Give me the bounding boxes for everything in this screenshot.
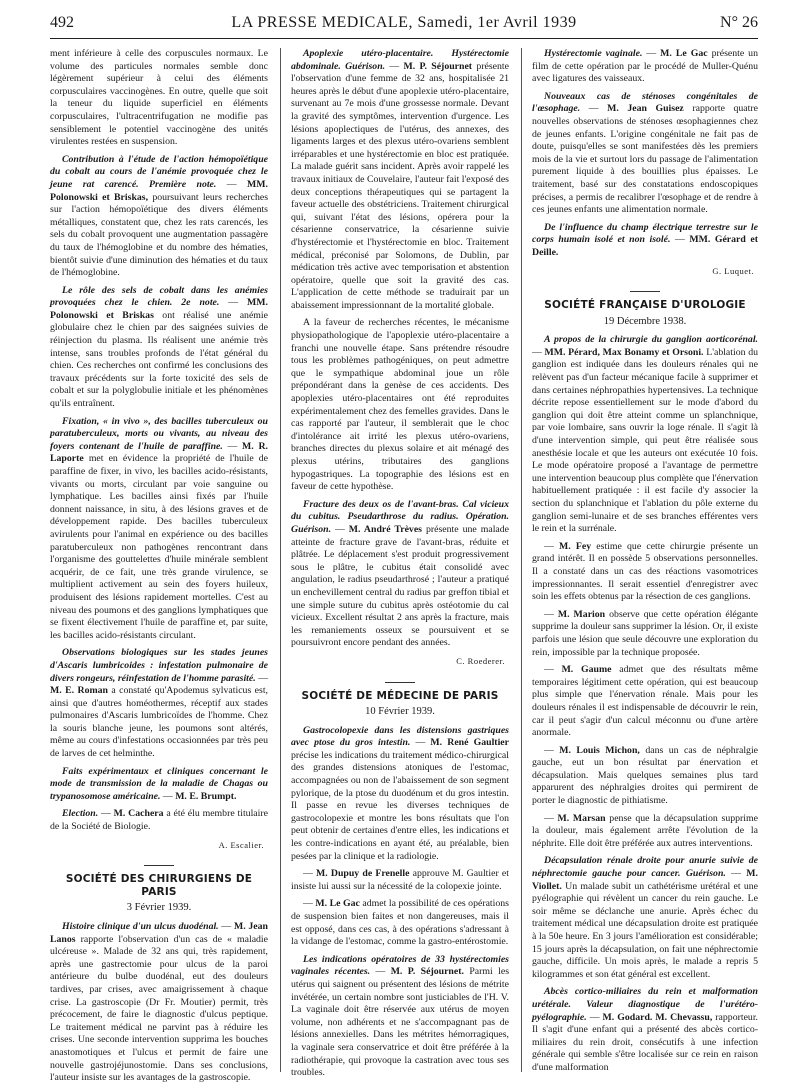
abstract-authors: M. René Gaultier bbox=[430, 737, 509, 749]
abstract-title: Les indications opératoires de 33 hystérectomies vaginales récentes. bbox=[291, 953, 509, 978]
abstract-text: rapporte quatre nouvelles observations de sténoses œsophagiennes chez de jeunes enfants. L'origine congénitale ne fait pas de doute, puisqu'elles se sont manifestées dès les premiers mois de la vie et surtout lors du passage de l'alimentation purement liquide à des bouillies plus épaisses. Le traitement, basé sur des constatations endoscopiques précises, a permis de recalibrer l'œsophage et de rendre à ces jeunes enfants une alimentation normale. bbox=[532, 103, 758, 216]
abstract-authors: M. Gaume bbox=[561, 664, 612, 676]
abstract-text: observe que cette opération élégante supprime la douleur sans supprimer la lésion. Or, il existe parfois une lésion que seule découvre une exploration du rein, impossible par la technique proposée. bbox=[532, 608, 758, 658]
report-signature: A. Escalier. bbox=[218, 839, 264, 850]
abstract-authors: M. Viollet. bbox=[532, 868, 758, 892]
abstract-title: Fixation, « in vivo », des bacilles tuberculeux ou paratuberculeux, morts ou vivants, au niveau des foyers contenant de l'huile de paraffine. bbox=[50, 415, 268, 452]
abstract-text: Un malade subit un cathétérisme urétéral et une pyélographie qui révèlent un cancer du rein gauche. Le soir même se déclanche une anurie. Après échec du traitement médical une décapsulation droite est pratiquée à la 50e heure. En 3 jours l'amélioration est considérable; 15 jours après la décapsulation, on fait une néphrectomie gauche, difficile. Un mois après, le malade a repris 5 kilogrammes et son état général est excellent. bbox=[532, 880, 758, 980]
abstract-title: Histoire clinique d'un ulcus duodénal. bbox=[62, 921, 219, 932]
running-header bbox=[50, 12, 758, 39]
abstract: Gastrocolopexie dans les distensions gastriques avec ptose du gros intestin. — M. René Gaultier précise les indications du traitement médico-chirurgical des grandes distensions atoniques de l'estomac, accompagnées ou non de l'abaissement de son segment pylorique, de la ptose du duodénum et du gros intestin. Il passe en revue les diverses techniques de gastrocolopexie et montre les bons résultats que l'on peut obtenir de certaines d'entre elles, les indications et les contre-indications en ayant été, au préalable, bien pesées par la clinique et la radiologie. bbox=[291, 724, 509, 862]
abstract-authors: M. E. Brumpt. bbox=[175, 790, 237, 802]
journal-title: LA PRESSE MEDICALE, Samedi, 1er Avril 1939 bbox=[231, 14, 577, 31]
abstract: Décapsulation rénale droite pour anurie suivie de néphrectomie gauche pour cancer. Guérison. — M. Viollet. Un malade subit un cathétérisme urétéral et une pyélographie qui révèlent un cancer du rein gauche. Le soir même se déclanche une anurie. Après échec du traitement médical une décapsulation droite est pratiquée à la 50e heure. En 3 jours l'amélioration est considérable; 15 jours après la décapsulation, on fait une néphrectomie gauche, difficile. Un mois après, le malade a repris 5 kilogrammes et son état général est excellent. bbox=[532, 855, 758, 980]
abstract: Apoplexie utéro-placentaire. Hystérectomie abdominale. Guérison. — M. P. Séjournet présente l'observation d'une femme de 32 ans, hospitalisée 21 heures après le début d'une apoplexie utéro-placentaire, survenant au 7e mois d'une grossesse normale. Devant la gravité des symptômes, intervention d'urgence. Les lésions apoplectiques de l'utérus, des annexes, des ligaments larges et des plexus utéro-ovariens semblent irréparables et une hystérectomie en bloc est pratiquée. La malade guérit sans incident. Après avoir rappelé les travaux initiaux de Couvelaire, l'auteur fait l'exposé des deux conceptions thérapeutiques qui se partagent la faveur actuelle des obstétriciens. Traitement chirurgical qui, suivant l'état des lésions, opérera pour la césarienne conservatrice, la césarienne suivie d'hystérectomie et l'hystérectomie en bloc. Traitement médical, préconisé par Solomons, de Dublin, par médication très active avec temporisation et abstention opératoire, quelle que soit la gravité des cas. L'application de cette méthode se traduirait par un abaissement impressionnant de la mortalité globale. bbox=[291, 48, 509, 311]
abstract-title: Apoplexie utéro-placentaire. Hystérectomie abdominale. Guérison. bbox=[291, 48, 509, 72]
society-heading bbox=[50, 865, 268, 915]
column-3 bbox=[532, 48, 758, 1072]
abstract: Le rôle des sels de cobalt dans les anémies provoquées chez le chien. 2e note. — MM. Polonowski et Briskas ont réalisé une anémie globulaire chez le chien par des saignées suivies de réinjection du plasma. Ils réalisent une anémie très intense, sans troubles profonds de l'état général du chien. Ces recherches ont confirmé les conclusions des travaux précédents sur la forte toxicité des sels de cobalt et sur la polyglobulie initiale et les phénomènes qu'ils entraînent. bbox=[50, 284, 268, 410]
abstract-title: Abcès cortico-miliaires du rein et malformation urétérale. Valeur diagnostique de l'urétéro-pyélographie. bbox=[532, 986, 758, 1023]
abstract-text: rapporte l'observation d'un cas de « maladie ulcéreuse ». Malade de 32 ans qui, très rapidement, après une gastrectomie pour ulcus de la paroi antérieure du bulbe duodénal, eut des douleurs tardives, par crises, avec amaigrissement à chaque crise. La gastroscopie (Dr Fr. Moutier) permit, très précocement, de faire le diagnostic d'ulcus peptique. Le traitement médical ne parvint pas à réduire les crises. Une seconde intervention supprima les bouches anastomotiques et l'ulcus et permit de faire une nouvelle gastrojéjunostomie. Dans ses conclusions, l'auteur insiste sur les avantages de la gastroscopie. bbox=[50, 933, 269, 1084]
abstract-authors: M. E. Roman bbox=[50, 685, 108, 697]
meeting-date: 3 Février 1939. bbox=[126, 902, 192, 914]
abstract-authors: M. Fey bbox=[558, 540, 592, 552]
abstract-authors: M. Jean Guisez bbox=[607, 103, 684, 115]
society-title: SOCIÉTÉ DES CHIRURGIENS DE PARIS bbox=[65, 873, 253, 898]
abstract-text: rapporteur. Il s'agit d'une enfant qui a présenté des abcès cortico-miliaires du rein droit, consécutifs à une infection générale qui semble s'être localisée sur ce rein en raison d'une malformation bbox=[532, 1011, 758, 1073]
abstract: — M. Le Gac admet la possibilité de ces opérations de suspension bien faites et non dangereuses, mais il est opposé, dans ces cas, à des opérations s'adressant à la vidange de l'estomac, comme la gastro-entérostomie. bbox=[291, 898, 509, 948]
abstract-title: Gastrocolopexie dans les distensions gastriques avec ptose du gros intestin. bbox=[291, 724, 509, 749]
paragraph: ment inférieure à celle des corpuscules normaux. Le volume des particules normales semble donc légèrement supérieur à celui des éléments corpusculaires vaccinogènes. En outre, quelle que soit la teneur du liquide superficiel en éléments corpusculaires, l'ultracentrifugation ne modifie pas sensiblement le potentiel vaccinogène des unités virulentes restées en suspension. bbox=[50, 48, 268, 148]
abstract-text: L'ablation du ganglion est indiquée dans les douleurs rénales qui ne relèvent pas d'un facteur mécanique facile à supprimer et dans certaines néphropathies hypertensives. La technique décrite repose essentiellement sur le mode d'abord du ganglion qui doit être atteint comme un splanchnique, par voie lombaire, sans ouvrir la loge rénale. Il s'agit là d'une intervention simple, qui peut être réalisée sous anesthésie locale et que les auteurs ont exécutée 10 fois. Le mode opératoire proposé a l'avantage de permettre une intervention beaucoup plus complète que l'énervation habituellement pratiquée : il est facile d'y associer la section du splanchnique et l'ablation du pôle externe du ganglion semi-lunaire et de ses branches efférentes vers le rein et la surrénale. bbox=[532, 346, 759, 535]
abstract-text: précise les indications du traitement médico-chirurgical des grandes distensions atoniques de l'estomac, accompagnées ou non de l'abaissement de son segment pylorique, de la ptose du duodénum et du gros intestin. Il passe en revue les diverses techniques de gastrocolopexie et montre les bons résultats que l'on peut obtenir de certaines d'entre elles, les indications et les contre-indications en ayant été, au préalable, bien pesées par la clinique et la radiologie. bbox=[291, 749, 509, 862]
abstract-authors: M. Godard. M. Chevassu, bbox=[602, 1011, 713, 1023]
abstract: Faits expérimentaux et cliniques concernant le mode de transmission de la maladie de Chagas ou trypanosomose américaine. — M. E. Brumpt. bbox=[50, 765, 268, 802]
abstract-text: ont réalisé une anémie globulaire chez le chien par des saignées suivies de réinjection du plasma. Ils réalisent une anémie très intense, sans troubles profonds de l'état général du chien. Ces recherches ont confirmé les conclusions des travaux précédents sur la forte toxicité des sels de cobalt et sur la polyglobulie initiale et les phénomènes qu'ils entraînent. bbox=[50, 309, 268, 410]
abstract-title: Décapsulation rénale droite pour anurie suivie de néphrectomie gauche pour cancer. Guérison. bbox=[532, 855, 758, 880]
abstract-authors: M. Le Gac bbox=[315, 898, 360, 910]
column-rule bbox=[280, 48, 281, 1072]
divider bbox=[630, 291, 660, 292]
abstract: — M. Dupuy de Frenelle approuve M. Gaultier et insiste lui aussi sur la nécessité de la colopexie jointe. bbox=[291, 868, 509, 892]
page-number: 492 bbox=[50, 14, 74, 31]
abstract-title: Le rôle des sels de cobalt dans les anémies provoquées chez le chien. 2e note. bbox=[50, 284, 268, 309]
abstract: Election. — M. Cachera a été élu membre titulaire de la Société de Biologie. bbox=[50, 808, 268, 833]
paragraph: A la faveur de recherches récentes, le mécanisme physiopathologique de l'apoplexie utéro-placentaire a franchi une nouvelle étape. Sans prétendre résoudre tous les problèmes pathogéniques, on peut admettre que le sympathique abdominal joue un rôle prépondérant dans la genèse de ces accidents. Des apoplexies utéro-placentaires ont été reproduites expérimentalement chez des femelles gravides. Dans le cas rapporté par l'auteur, il semblerait que le choc d'intolérance ait irrité les plexus utéro-ovariens, branches directes du plexus solaire et ait ménagé des plexus utérins, tributaires des ganglions hypogastriques. La topographie des lésions est en faveur de cette hypothèse. bbox=[291, 317, 509, 493]
abstract-title: Observations biologiques sur les stades jeunes d'Ascaris lumbricoides : infestation pulmonaire de divers rongeurs, réinfestation de l'homme parasité. bbox=[50, 647, 268, 684]
society-title: SOCIÉTÉ FRANÇAISE D'UROLOGIE bbox=[544, 299, 746, 312]
society-title: SOCIÉTÉ DE MÉDECINE DE PARIS bbox=[301, 689, 499, 702]
issue-number: N° 26 bbox=[720, 14, 758, 31]
column-rule bbox=[521, 48, 522, 1072]
abstract: Hystérectomie vaginale. — M. Le Gac présente un film de cette opération par le procédé de Muller-Quénu avec ligatures des vaisseaux. bbox=[532, 48, 758, 85]
abstract-authors: M. Marsan bbox=[557, 812, 606, 824]
abstract: Les indications opératoires de 33 hystérectomies vaginales récentes. — M. P. Séjournet. Parmi les utérus qui saignent ou présentent des lésions de métrite invétérée, un certain nombre sont justiciables de l'H. V. La vaginale doit être réservée aux utérus de moyen volume, non adhérents et ne s'accompagnant pas de lésions annexielles. Dans les métrites hémorragiques, la vaginale sera conservatrice et doit être préférée à la radiothérapie, qui provoque la castration avec tous ses troubles. bbox=[291, 953, 510, 1079]
abstract-title: Faits expérimentaux et cliniques concernant le mode de transmission de la maladie de Chagas ou trypanosomose américaine. bbox=[50, 765, 268, 802]
meeting-date: 19 Décembre 1938. bbox=[603, 315, 687, 327]
divider bbox=[385, 682, 415, 683]
report-signature: C. Roederer. bbox=[456, 655, 505, 666]
abstract-authors: MM. Pérard, Max Bonamy et Orsoni. bbox=[544, 346, 704, 358]
abstract: — M. Marsan pense que la décapsulation supprime la douleur, mais également arrête l'évolution de la néphrite. Elle doit être préférée aux autres interventions. bbox=[532, 812, 758, 849]
abstract-authors: MM. Polonowski et Briskas, bbox=[50, 178, 268, 203]
society-heading bbox=[291, 682, 509, 719]
column-1 bbox=[50, 48, 269, 1084]
abstract: Contribution à l'étude de l'action hémopoïétique du cobalt au cours de l'anémie provoquée chez le jeune rat carencé. Première note. — MM. Polonowski et Briskas, poursuivant leurs recherches sur l'action hémopoïétique des divers éléments métalliques, constatent que, chez les rats carencés, les sels du cobalt provoquent une augmentation passagère du taux de l'hémoglobine et du nombre des hématies, bientôt suivie d'une diminution des hématies et du taux de l'hémoglobine. bbox=[50, 153, 269, 279]
abstract-text: présente un film de cette opération par le procédé de Muller-Quénu avec ligatures des vaisseaux. bbox=[532, 48, 758, 85]
abstract: — M. Fey estime que cette chirurgie présente un grand intérêt. Il en possède 5 observations personnelles. Il a constaté dans un cas des réactions vasomotrices impressionnantes. Il serait essentiel d'enregistrer avec soin les effets obtenus par la résection de ces ganglions. bbox=[532, 540, 758, 603]
abstract: Fixation, « in vivo », des bacilles tuberculeux ou paratuberculeux, morts ou vivants, au niveau des foyers contenant de l'huile de paraffine. — M. R. Laporte met en évidence la propriété de l'huile de paraffine de fixer, in vivo, les bacilles acido-résistants, vivants ou morts, circulant par voie sanguine ou lymphatique. Les bacilles ainsi fixés par l'huile donnent naissance, in situ, à des lésions graves et de développement rapide. Des bacilles tuberculeux avirulents pour l'animal en expérience ou des bacilles paratuberculeux non pathogènes rencontrant dans l'organisme des gouttelettes d'huile minérale semblent acquérir, de ce fait, une très grande virulence, se multiplient activement au sein des foyers huileux, produisent des lésions rapidement mortelles. C'est au niveau des poumons et des ganglions lymphatiques que se fixent électivement l'huile de paraffine et, par suite, les bacilles acido-résistants circulant. bbox=[50, 415, 268, 641]
abstract-authors: M. André Trèves bbox=[348, 523, 422, 535]
abstract-authors: M. Le Gac bbox=[660, 48, 708, 59]
abstract: — M. Louis Michon, dans un cas de néphralgie gauche, eut un bon résultat par énervation et décapsulation. Mais quelques semaines plus tard apparurent des néphralgies droites qui permirent de porter le diagnostic de pithiatisme. bbox=[532, 744, 759, 807]
abstract-title: Election. bbox=[62, 808, 99, 820]
abstract-authors: M. Marion bbox=[557, 608, 606, 620]
abstract-authors: M. P. Séjournet bbox=[403, 60, 473, 72]
abstract-title: Hystérectomie vaginale. bbox=[544, 48, 643, 59]
abstract-text: estime que cette chirurgie présente un grand intérêt. Il en possède 5 observations personnelles. Il a constaté dans un cas des réactions vasomotrices impressionnantes. Il serait essentiel d'enregistrer avec soin les effets obtenus par la résection de ces ganglions. bbox=[532, 540, 758, 603]
abstract: Nouveaux cas de sténoses congénitales de l'œsophage. — M. Jean Guisez rapporte quatre nouvelles observations de sténoses œsophagiennes chez de jeunes enfants. L'origine congénitale ne fait pas de doute, puisqu'elles se sont manifestées dès les premiers mois de la vie et surtout lors du passage de l'alimentation purement liquide à des bouillies plus épaisses. Le traitement, basé sur des constatations endoscopiques précises, a permis de recalibrer l'œsophage et de rendre à ces jeunes enfants une alimentation normale. bbox=[532, 90, 758, 216]
abstract-title: Contribution à l'étude de l'action hémopoïétique du cobalt au cours de l'anémie provoquée chez le jeune rat carencé. Première note. bbox=[50, 153, 268, 190]
abstract-text: admet la possibilité de ces opérations de suspension bien faites et non dangereuses, mais il est opposé, dans ces cas, à des opérations s'adressant à la vidange de l'estomac, comme la gastro-entérostomie. bbox=[291, 898, 509, 948]
meeting-date: 10 Février 1939. bbox=[365, 706, 435, 718]
abstract-title: A propos de la chirurgie du ganglion aorticorénal. bbox=[544, 334, 758, 346]
abstract: A propos de la chirurgie du ganglion aorticorénal. — MM. Pérard, Max Bonamy et Orsoni. L'ablation du ganglion est indiquée dans les douleurs rénales qui ne relèvent pas d'un facteur mécanique facile à supprimer et dans certaines néphropathies hypertensives. La technique décrite repose essentiellement sur le mode d'abord du ganglion qui doit être atteint comme un splanchnique, par voie lombaire, sans ouvrir la loge rénale. Il s'agit là d'une intervention simple, qui peut être réalisée sous anesthésie locale et que les auteurs ont exécutée 10 fois. Le mode opératoire proposé a l'avantage de permettre une intervention beaucoup plus complète que l'énervation habituellement pratiquée : il est facile d'y associer la section du splanchnique et l'ablation du pôle externe du ganglion semi-lunaire et de ses branches efférentes vers le rein et la surrénale. bbox=[532, 334, 759, 535]
report-signature: G. Luquet. bbox=[712, 265, 754, 276]
abstract: — M. Marion observe que cette opération élégante supprime la douleur sans supprimer la lésion. Or, il existe parfois une lésion que seule découvre une exploration du rein, impossible par la technique proposée. bbox=[532, 608, 758, 658]
abstract-authors: M. P. Séjournet. bbox=[390, 966, 464, 978]
abstract-authors: M. Jean Lanos bbox=[50, 921, 268, 945]
divider bbox=[144, 865, 174, 866]
abstract-text: poursuivant leurs recherches sur l'action hémopoïétique des divers éléments métalliques, constatent que, chez les rats carencés, les sels du cobalt provoquent une augmentation passagère du taux de l'hémoglobine et du nombre des hématies, bientôt suivie d'une diminution des hématies et du taux de l'hémoglobine. bbox=[50, 191, 269, 279]
abstract-authors: MM. Gérard et Deille. bbox=[532, 234, 758, 258]
abstract: Histoire clinique d'un ulcus duodénal. — M. Jean Lanos rapporte l'observation d'un cas de « maladie ulcéreuse ». Malade de 32 ans qui, très rapidement, après une gastrectomie pour ulcus de la paroi antérieure du bulbe duodénal, eut des douleurs tardives, par crises, avec amaigrissement à chaque crise. La gastroscopie (Dr Fr. Moutier) permit, très précocement, de faire le diagnostic d'ulcus peptique. Le traitement médical ne parvint pas à réduire les crises. Une seconde intervention supprima les bouches anastomotiques et l'ulcus et permit de faire une nouvelle gastrojéjunostomie. Dans ses conclusions, l'auteur insiste sur les avantages de la gastroscopie. bbox=[50, 921, 269, 1084]
abstract-text: dans un cas de néphralgie gauche, eut un bon résultat par énervation et décapsulation. Mais quelques semaines plus tard apparurent des néphralgies droites qui permirent de porter le diagnostic de pithiatisme. bbox=[532, 744, 759, 807]
abstract-text: a constaté qu'Apodemus sylvaticus est, ainsi que d'autres homéothermes, réceptif aux stades pulmonaires d'Ascaris lumbricoïdes de l'homme. Chez la souris blanche jeune, les poumons sont altérés, même au cours d'infestations occasionnées par très peu de larves de cet helminthe. bbox=[50, 685, 269, 760]
abstract: Observations biologiques sur les stades jeunes d'Ascaris lumbricoides : infestation pulmonaire de divers rongeurs, réinfestation de l'homme parasité. — M. E. Roman a constaté qu'Apodemus sylvaticus est, ainsi que d'autres homéothermes, réceptif aux stades pulmonaires d'Ascaris lumbricoïdes de l'homme. Chez la souris blanche jeune, les poumons sont altérés, même au cours d'infestations occasionnées par très peu de larves de cet helminthe. bbox=[50, 647, 269, 760]
abstract: De l'influence du champ électrique terrestre sur le corps humain isolé et non isolé. — MM. Gérard et Deille. bbox=[532, 221, 758, 258]
abstract-title: Nouveaux cas de sténoses congénitales de l'œsophage. bbox=[532, 90, 758, 115]
abstract-text: présente l'observation d'une femme de 32 ans, hospitalisée 21 heures après le début d'une apoplexie utéro-placentaire, survenant au 7e mois d'une grossesse normale. Devant la gravité des symptômes, intervention d'urgence. Les lésions apoplectiques de l'utérus, des annexes, des ligaments larges et des plexus utéro-ovariens semblent irréparables et une hystérectomie en bloc est pratiquée. La malade guérit sans incident. Après avoir rappelé les travaux initiaux de Couvelaire, l'auteur fait l'exposé des deux conceptions thérapeutiques qui se partagent la faveur actuelle des obstétriciens. Traitement chirurgical qui, suivant l'état des lésions, opérera pour la césarienne conservatrice, la césarienne suivie d'hystérectomie et l'hystérectomie en bloc. Traitement médical, préconisé par Solomons, de Dublin, par médication très active avec temporisation et abstention opératoire, quelle que soit la gravité des cas. L'application de cette méthode se traduirait par un abaissement impressionnant de la mortalité globale. bbox=[291, 60, 509, 311]
abstract-authors: M. Dupuy de Frenelle bbox=[315, 868, 410, 880]
column-2 bbox=[291, 48, 510, 1079]
abstract: Abcès cortico-miliaires du rein et malformation urétérale. Valeur diagnostique de l'urétéro-pyélographie. — M. Godard. M. Chevassu, rapporteur. Il s'agit d'une enfant qui a présenté des abcès cortico-miliaires du rein droit, consécutifs à une infection générale qui semble s'être localisée sur ce rein en raison d'une malformation bbox=[532, 986, 758, 1073]
abstract-text: présente une malade atteinte de fracture grave de l'avant-bras, réduite et plâtrée. Le déplacement s'est produit progressivement sous le plâtre, le cubitus était consolidé avec angulation, le radius pseudarthrosé ; l'auteur a pratiqué un enchevillement central du radius par greffon tibial et une simple suture du cubitus après ostéotomie du cal vicieux. Excellent résultat 2 ans après la fracture, mais les remaniements osseux se poursuivent et se poursuivront encore pendant des années. bbox=[291, 523, 510, 649]
abstract-text: Parmi les utérus qui saignent ou présentent des lésions de métrite invétérée, un certain nombre sont justiciables de l'H. V. La vaginale doit être réservée aux utérus de moyen volume, non adhérents et ne s'accompagnant pas de lésions annexielles. Dans les métrites hémorragiques, la vaginale sera conservatrice et doit être préférée à la radiothérapie, qui provoque la castration avec tous ses troubles. bbox=[291, 966, 510, 1079]
abstract-authors: MM. Polonowski et Briskas bbox=[50, 297, 268, 321]
abstract-title: Fracture des deux os de l'avant-bras. Cal vicieux du cubitus. Pseudarthrose du radius. Opération. Guérison. bbox=[291, 498, 509, 535]
abstract-text: approuve M. Gaultier et insiste lui aussi sur la nécessité de la colopexie jointe. bbox=[291, 868, 509, 892]
abstract: — M. Gaume admet que des résultats même temporaires légitiment cette opération, qui est beaucoup plus simple que l'énervation rénale. Mais pour les douleurs rénales il est indispensable de découvrir le rein, car il peut s'agir d'un calcul méconnu ou d'une artère anormale. bbox=[532, 664, 759, 739]
abstract-title: De l'influence du champ électrique terrestre sur le corps humain isolé et non isolé. bbox=[532, 221, 758, 246]
society-heading bbox=[532, 291, 758, 328]
abstract-authors: M. R. Laporte bbox=[50, 440, 268, 465]
abstract-authors: M. Louis Michon, bbox=[559, 744, 640, 756]
abstract-text: admet que des résultats même temporaires légitiment cette opération, qui est beaucoup plus simple que l'énervation rénale. Mais pour les douleurs rénales il est indispensable de découvrir le rein, car il peut s'agir d'un calcul méconnu ou d'une artère anormale. bbox=[532, 664, 759, 739]
abstract-authors: M. Cachera bbox=[113, 808, 164, 820]
abstract-text: pense que la décapsulation supprime la douleur, mais également arrête l'évolution de la néphrite. Elle doit être préférée aux autres interventions. bbox=[532, 812, 758, 849]
abstract-text: met en évidence la propriété de l'huile de paraffine de fixer, in vivo, les bacilles acido-résistants, vivants ou morts, circulant par voie sanguine ou lymphatique. Les bacilles ainsi fixés par l'huile donnent naissance, in situ, à des lésions graves et de développement rapide. Des bacilles tuberculeux avirulents pour l'animal en expérience ou des bacilles paratuberculeux non pathogènes rencontrant dans l'organisme des gouttelettes d'huile minérale semblent acquérir, de ce fait, une très grande virulence, se multiplient activement au sein des foyers huileux, produisent des lésions rapidement mortelles. C'est au niveau des poumons et des ganglions lymphatiques que se fixent électivement l'huile de paraffine et, par suite, les bacilles acido-résistants circulant. bbox=[50, 453, 268, 641]
abstract: Fracture des deux os de l'avant-bras. Cal vicieux du cubitus. Pseudarthrose du radius. Opération. Guérison. — M. André Trèves présente une malade atteinte de fracture grave de l'avant-bras, réduite et plâtrée. Le déplacement s'est produit progressivement sous le plâtre, le cubitus était consolidé avec angulation, le radius pseudarthrosé ; l'auteur a pratiqué un enchevillement central du radius par greffon tibial et une simple suture du cubitus après ostéotomie du cal vicieux. Excellent résultat 2 ans après la fracture, mais les remaniements osseux se poursuivent et se poursuivront encore pendant des années. bbox=[291, 498, 510, 649]
abstract-text: a été élu membre titulaire de la Société de Biologie. bbox=[50, 808, 268, 833]
